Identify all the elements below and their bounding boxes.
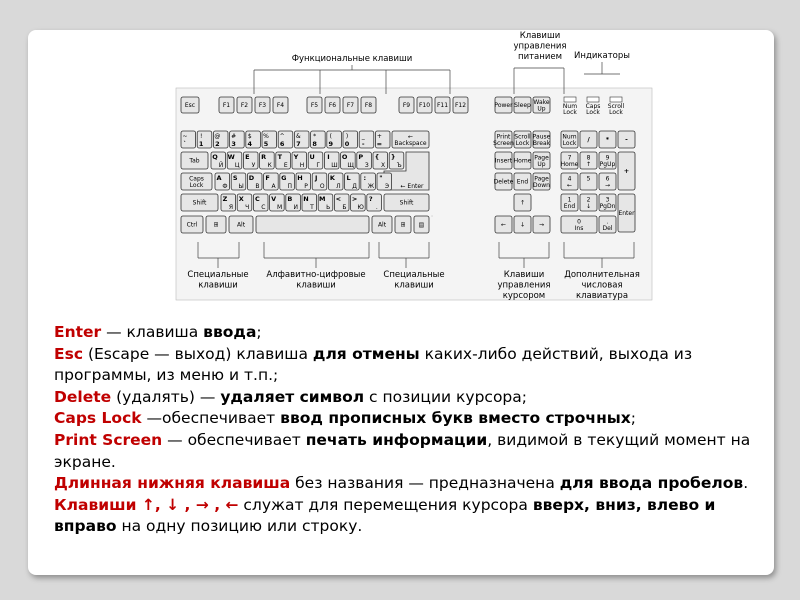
key-descriptions xyxy=(54,322,764,538)
power-key-3-label: Up xyxy=(537,105,546,113)
print-screen-key-label: Print xyxy=(496,133,511,141)
key-main-label: 3 xyxy=(231,140,236,148)
key-ru-label: Й xyxy=(218,162,224,169)
indicators-label: Индикаторы xyxy=(574,51,630,61)
end-key-label: End xyxy=(516,178,529,186)
numpad-enter-key-label: Enter xyxy=(618,210,635,217)
arrow-down-key-label: ↓ xyxy=(519,221,526,229)
key-ru-label: Ъ xyxy=(396,162,402,169)
numpad-2-label: ↓ xyxy=(585,202,592,210)
numpad-op-2-label: - xyxy=(625,135,628,144)
power-key-1-label: Power xyxy=(494,102,513,109)
key-shift-label: * xyxy=(313,133,317,140)
numpad-1-label: 1 xyxy=(567,196,572,204)
left-alt-key-label: Alt xyxy=(236,221,246,229)
key-ru-label: Ч xyxy=(245,204,250,211)
key-main-label: P xyxy=(358,153,364,161)
f9-key-label: F9 xyxy=(402,102,411,109)
power-key-3-label: Wake xyxy=(533,98,550,106)
f5-key-label: F5 xyxy=(310,102,319,109)
key-ru-label: Х xyxy=(380,162,386,169)
key-main-label: < xyxy=(335,195,342,203)
special-keys-left-label: Специальные xyxy=(187,270,249,280)
key-ru-label: С xyxy=(261,204,266,211)
cursor-keys-label: курсором xyxy=(502,291,546,301)
f3-key-label: F3 xyxy=(258,102,267,109)
key-shift-label: # xyxy=(231,133,237,140)
key-main-label: { xyxy=(374,153,380,161)
key-main-label: } xyxy=(390,153,396,161)
key-ru-label: Д xyxy=(352,183,357,190)
right-shift-key-label: Shift xyxy=(399,199,414,207)
power-keys-label: питанием xyxy=(518,52,562,62)
esc-key-label: Esc xyxy=(184,102,196,109)
key-main-label: O xyxy=(341,153,348,161)
key-ru-label: Ц xyxy=(234,162,240,169)
special-keys-right-label: Специальные xyxy=(383,270,445,280)
key-main-label: J xyxy=(314,174,318,182)
left-win-key-label: ⊞ xyxy=(213,221,219,229)
delete-key-label: Delete xyxy=(493,178,514,186)
indicator-label: Scroll xyxy=(607,103,625,110)
key-main-label: 8 xyxy=(312,140,317,148)
keyboard-diagram xyxy=(174,30,654,302)
numpad-9-label: 9 xyxy=(605,154,610,162)
left-ctrl-key-label: Ctrl xyxy=(186,221,198,229)
key-main-label: R xyxy=(261,153,267,161)
key-ru-label: В xyxy=(255,183,260,190)
numpad-plus-key-label: + xyxy=(623,167,630,175)
key-shift-label: ! xyxy=(199,133,203,140)
caps-lock-key-label: Caps xyxy=(189,175,204,183)
key-shift-label: $ xyxy=(247,133,252,140)
numpad-dot-key-label: Del xyxy=(602,224,613,232)
pause-key-label: Break xyxy=(532,139,551,147)
backspace-key-label: Backspace xyxy=(394,139,427,147)
key-ru-label: М xyxy=(277,204,283,211)
key-shift-label: ^ xyxy=(279,133,285,140)
arrow-left-key-label: ← xyxy=(500,221,507,229)
num-lock-indicator xyxy=(564,97,576,102)
function-keys-label: Функциональные клавиши xyxy=(291,54,413,64)
caps-lock-indicator xyxy=(587,97,599,102)
key-ru-label: Ю xyxy=(357,204,364,211)
key-main-label: ` xyxy=(183,140,187,148)
backspace-key-label: ← xyxy=(407,133,414,141)
key-ru-label: К xyxy=(267,162,272,169)
line-enter: Enter — клавиша ввода; xyxy=(54,323,262,341)
left-shift-key-label: Shift xyxy=(192,199,207,207)
key-ru-label: Э xyxy=(384,183,390,190)
key-main-label: 2 xyxy=(215,140,220,148)
f10-key-label: F10 xyxy=(418,102,431,109)
page-down-key-label: Page xyxy=(534,175,549,183)
key-main-label: - xyxy=(361,140,365,148)
key-ru-label: У xyxy=(251,162,256,169)
key-main-label: ? xyxy=(368,195,373,203)
numpad-8-label: 8 xyxy=(586,154,591,162)
arrow-up-key-label: ↑ xyxy=(519,199,526,207)
f12-key-label: F12 xyxy=(454,102,467,109)
alphanumeric-keys-label: Алфавитно-цифровые xyxy=(266,270,366,280)
arrow-right-key-label: → xyxy=(538,221,545,229)
numpad-3-label: 3 xyxy=(605,196,610,204)
numpad-7-label: Home xyxy=(560,160,579,168)
key-ru-label: Ь xyxy=(326,204,331,211)
numpad-4-label: ← xyxy=(566,181,573,189)
key-main-label: Z xyxy=(222,195,228,203)
key-main-label: Q xyxy=(212,153,218,161)
key-ru-label: З xyxy=(364,162,369,169)
key-main-label: 1 xyxy=(198,140,204,148)
home-key-label: Home xyxy=(513,157,532,165)
line-esc: Esc (Escape — выход) клавиша для отмены каких-либо действий, выхода из программы, из меню и т.п.; xyxy=(54,344,693,385)
f8-key-label: F8 xyxy=(364,102,373,109)
numpad-5-label: 5 xyxy=(586,175,591,183)
f1-key-label: F1 xyxy=(222,102,231,109)
line-caps-lock: Caps Lock —обеспечивает ввод прописных букв вместо строчных; xyxy=(54,409,637,428)
num-lock-key-label: Num xyxy=(562,133,577,141)
key-shift-label: + xyxy=(376,133,382,140)
scroll-lock-key-label: Scroll xyxy=(514,133,531,141)
key-main-label: F xyxy=(265,174,270,182)
key-main-label: A xyxy=(216,174,222,182)
key-main-label: K xyxy=(329,174,335,182)
key-main-label: D xyxy=(248,174,255,182)
enter-key-label: ← Enter xyxy=(400,183,424,190)
key-ru-label: Н xyxy=(299,162,305,169)
key-main-label: I xyxy=(327,153,330,161)
numpad-3-label: PgDn xyxy=(599,202,616,210)
key-shift-label: ~ xyxy=(182,133,188,140)
numpad-6-label: 6 xyxy=(605,175,610,183)
alphanumeric-keys-label: клавиши xyxy=(296,280,336,291)
power-key-2-label: Sleep xyxy=(514,102,531,109)
tab-key-label: Tab xyxy=(189,157,200,165)
numpad-0-key-label: Ins xyxy=(574,224,584,232)
power-keys-label: управления xyxy=(513,41,567,52)
key-main-label: N xyxy=(303,195,309,203)
key-main-label: 6 xyxy=(279,140,285,148)
numpad-6-label: → xyxy=(604,181,611,189)
key-ru-label: Ф xyxy=(222,183,228,190)
indicator-label: Lock xyxy=(609,109,623,116)
num-lock-key-label: Lock xyxy=(562,139,577,147)
key-main-label: L xyxy=(346,174,351,182)
f11-key-label: F11 xyxy=(436,102,449,109)
key-main-label: E xyxy=(245,153,250,161)
scroll-lock-key-label: Lock xyxy=(515,139,530,147)
key-main-label: V xyxy=(271,195,277,203)
page-up-key-label: Up xyxy=(537,160,546,168)
line-space: Длинная нижняя клавиша без названия — предназначена для ввода пробелов. xyxy=(54,474,749,493)
special-keys-right-label: клавиши xyxy=(394,280,434,291)
key-ru-label: И xyxy=(293,204,299,211)
key-ru-label: Я xyxy=(228,204,234,211)
key-main-label: H xyxy=(297,174,303,182)
key-ru-label: О xyxy=(319,183,325,190)
key-main-label: 4 xyxy=(247,140,253,148)
key-main-label: U xyxy=(309,153,315,161)
indicator-label: Num xyxy=(562,103,578,110)
f4-key-label: F4 xyxy=(276,102,285,109)
insert-key-label: Insert xyxy=(494,157,513,165)
numpad-dot-key-label: . xyxy=(606,218,609,226)
numpad-label: Дополнительная xyxy=(564,270,640,280)
special-keys-left-label: клавиши xyxy=(198,280,238,291)
key-shift-label: ( xyxy=(329,133,332,140)
scroll-lock-indicator xyxy=(610,97,622,102)
line-arrows: Клавиши ↑, ↓ , → , ← служат для перемещения курсора вверх, вниз, влево и вправо на одну позицию или строку. xyxy=(54,495,716,536)
numpad-8-label: ↑ xyxy=(585,160,592,168)
numpad-7-label: 7 xyxy=(567,154,572,162)
key-main-label: X xyxy=(238,195,244,203)
key-shift-label: % xyxy=(263,133,269,140)
numpad-9-label: PgUp xyxy=(599,160,616,168)
key-ru-label: А xyxy=(271,183,276,190)
f2-key-label: F2 xyxy=(240,102,249,109)
f7-key-label: F7 xyxy=(346,102,355,109)
numpad-2-label: 2 xyxy=(586,196,591,204)
page-up-key-label: Page xyxy=(534,154,549,162)
key-main-label: C xyxy=(255,195,260,203)
cursor-keys-label: Клавиши xyxy=(503,270,545,280)
key-ru-label: Т xyxy=(310,204,314,211)
key-main-label: G xyxy=(281,174,287,182)
numpad-4-label: 4 xyxy=(567,175,572,183)
line-delete: Delete (удалять) — удаляет символ с позиции курсора; xyxy=(54,387,527,406)
key-ru-label: Е xyxy=(283,162,288,169)
key-shift-label: @ xyxy=(214,133,221,140)
key-main-label: = xyxy=(376,140,383,148)
right-alt-key-label: Alt xyxy=(377,221,387,229)
key-shift-label: ) xyxy=(345,133,349,140)
key-ru-label: . xyxy=(375,204,378,211)
numpad-op-0-label: / xyxy=(587,135,590,144)
power-keys-label: Клавиши xyxy=(519,31,561,41)
numpad-1-label: End xyxy=(563,202,576,210)
key-main-label: Y xyxy=(293,153,299,161)
right-win-key-label: ⊞ xyxy=(400,221,406,229)
line-print-screen: Print Screen — обеспечивает печать информации, видимой в текущий момент на экране. xyxy=(54,430,751,471)
key-ru-label: Ы xyxy=(238,183,244,190)
key-main-label: : xyxy=(363,174,367,182)
key-ru-label: Г xyxy=(316,162,321,169)
print-screen-key-label: Screen xyxy=(493,139,514,147)
indicator-label: Lock xyxy=(586,109,600,116)
key-main-label: 0 xyxy=(344,140,350,148)
key-shift-label: _ xyxy=(361,133,365,140)
key-ru-label: Л xyxy=(336,183,341,190)
key-main-label: S xyxy=(232,174,238,182)
key-main-label: > xyxy=(351,195,358,203)
key-ru-label: Б xyxy=(342,204,347,211)
caps-lock-key-label: Lock xyxy=(189,181,204,189)
indicator-label: Lock xyxy=(563,109,577,116)
key-main-label: M xyxy=(318,195,326,203)
numpad-0-key-label: 0 xyxy=(577,218,581,226)
key-main-label: 5 xyxy=(263,140,269,148)
numpad-op-1-label: * xyxy=(605,135,610,144)
space-key[interactable] xyxy=(256,216,369,233)
key-ru-label: П xyxy=(287,183,293,190)
key-main-label: W xyxy=(227,153,235,161)
key-ru-label: Ш xyxy=(331,162,338,169)
pause-key-label: Pause xyxy=(532,133,551,141)
menu-key-label: ▤ xyxy=(418,221,425,229)
key-main-label: 9 xyxy=(328,140,334,148)
key-main-label: " xyxy=(379,174,383,182)
key-shift-label: & xyxy=(296,133,301,140)
page-down-key-label: Down xyxy=(532,181,551,189)
f6-key-label: F6 xyxy=(328,102,337,109)
cursor-keys-label: управления xyxy=(497,280,551,291)
key-main-label: B xyxy=(287,195,293,203)
key-main-label: 7 xyxy=(296,140,301,148)
slide xyxy=(28,30,774,575)
numpad-label: числовая xyxy=(581,280,623,291)
numpad-label: клавиатура xyxy=(575,291,629,301)
indicator-label: Caps xyxy=(585,103,601,110)
key-ru-label: Р xyxy=(304,183,308,190)
key-ru-label: Ж xyxy=(367,183,375,190)
key-main-label: T xyxy=(277,153,283,161)
key-ru-label: Щ xyxy=(347,162,354,169)
